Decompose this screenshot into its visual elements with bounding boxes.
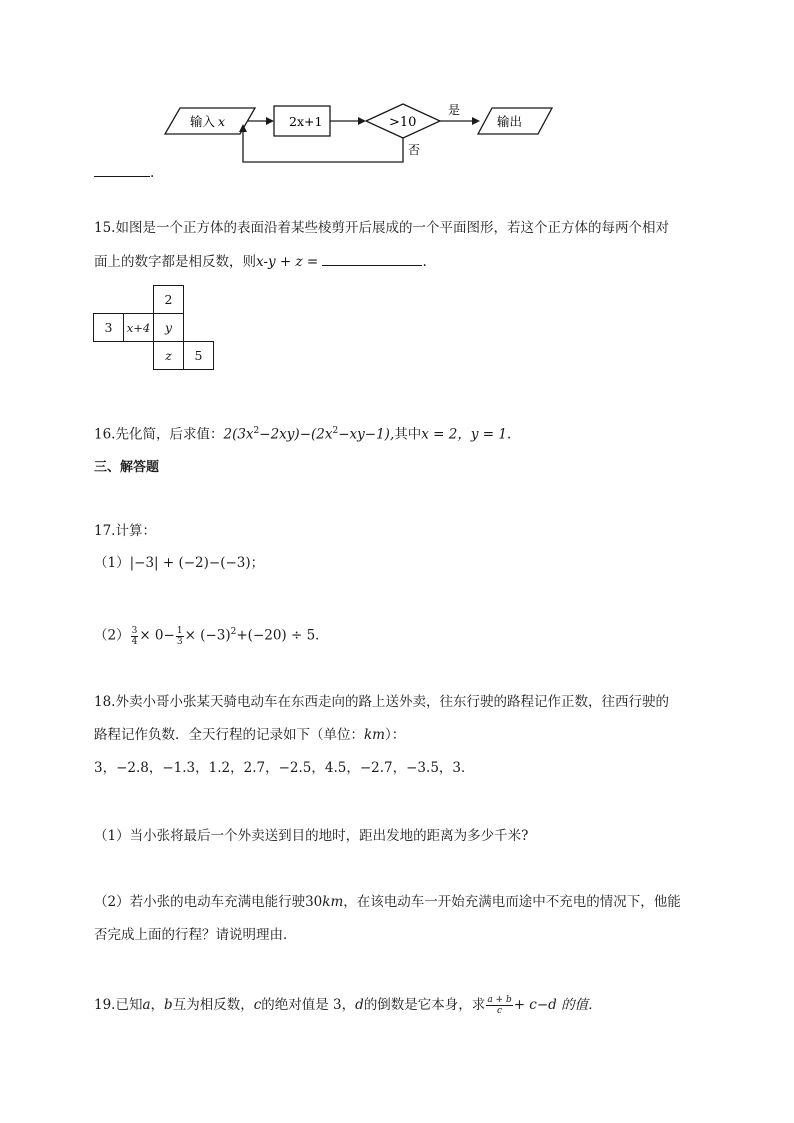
q16-line [94,421,511,445]
q19-text-3: 的倒数是它本身，求 [363,997,486,1013]
q16-sup-a: 2 [253,426,260,436]
q19-text-2: 的绝对值是 3， [261,997,356,1013]
q16-sup-b: 2 [332,426,339,436]
q18-sub2-line1 [94,892,681,912]
q17-part2-mid1: × 0− [139,627,175,644]
flow-step-label: 2x+1 [289,114,323,129]
q15-line2 [94,251,427,272]
q19-frac-den: c [496,1006,503,1016]
flow-arrowhead-yes [472,117,480,125]
q16-expr-b: −2xy)−(2x [259,426,333,443]
q19-fraction [486,995,512,1016]
q16-expr-c: −xy−1), [338,426,395,443]
q17-title: 17.计算： [94,523,156,539]
q17-fraction-1 [131,626,139,647]
q17-f2-den: 3 [176,636,183,647]
net-cell-bottom: z [154,342,184,370]
net-cell-left: 3 [94,314,124,342]
q15-expression: x-y + z = [256,254,319,270]
net-cell-bottom-right: 5 [184,342,214,370]
q19-text-4: + c−d 的值． [513,997,602,1013]
q19-line [94,995,602,1016]
q16-expr-a: 2(3x [223,426,254,443]
net-cell-top: 2 [154,286,184,314]
q19-var-d: d [355,997,364,1013]
section-heading: 三、解答题 [94,460,160,475]
q18-line2-text: 路程记作负数．全天行程的记录如下（单位： [94,727,364,743]
q16-prefix: 16.先化简，后求值： [94,426,224,443]
q17-part2-prefix: （2） [94,627,130,644]
q18-unit: km [364,727,385,743]
q17-f2-num: 1 [176,625,183,636]
q15-line1: 15.如图是一个正方体的表面沿着某些棱剪开后展成的一个平面图形，若这个正方体的每两个相对 [94,220,669,236]
q17-fraction-2 [176,626,184,647]
q14-answer-line [94,162,154,183]
flow-output-label: 输出 [497,114,523,129]
q18-records: 3，−2.8，−1.3，1.2，2.7，−2.5，4.5，−2.7，−3.5，3． [94,760,475,776]
cube-net [93,285,214,370]
q18-line2-end: ）： [384,727,406,743]
flow-yes-label: 是 [448,103,461,117]
q18-sub1: （1）当小张将最后一个外卖送到目的地时，距出发地的距离为多少千米? [94,828,529,844]
q19-prefix: 19.已知 [94,997,143,1013]
q17-part1: （1）|−3| + (−2)−(−3)； [94,555,265,571]
flow-loop-line [243,130,403,162]
q19-text-1: 互为相反数， [172,997,254,1013]
q18-sub2-line2: 否完成上面的行程？请说明理由． [94,927,297,943]
q19-var-b: b [164,997,173,1013]
q14-blank [94,162,150,177]
flow-arrowhead-1 [266,117,274,125]
q17-part2-sup: 2 [230,627,237,637]
q15-period: . [422,254,427,270]
q17-f1-num: 3 [131,625,138,636]
q18-sub2-post: ，在该电动车一开始充满电而途中不充电的情况下，他能 [343,894,681,910]
net-cell-center: y [154,314,184,342]
q18-sub2-pre: （2）若小张的电动车充满电能行驶30 [94,894,323,910]
flow-input-label: 输入 x [190,114,226,129]
q15-line2-text: 面上的数字都是相反数，则 [94,254,256,270]
q19-comma: ， [150,997,165,1013]
q17-part2-mid2: × (−3) [184,627,231,644]
net-cell-middle-left: x+4 [124,314,154,342]
q17-part2-end: +(−20) ÷ 5． [236,627,329,644]
flowchart [160,96,560,166]
q15-blank [322,251,422,266]
flow-no-label: 否 [408,143,421,157]
q14-period: . [150,165,155,181]
q19-var-c: c [253,997,262,1013]
flow-decision-label: >10 [389,115,417,130]
q18-sub2-unit: km [322,894,344,910]
q16-condition: x = 2，y = 1. [421,426,512,443]
q17-f1-den: 4 [131,636,138,647]
q19-frac-num: a + b [487,995,512,1005]
q16-mid: 其中 [394,426,422,443]
q18-line1: 18.外卖小哥小张某天骑电动车在东西走向的路上送外卖，往东行驶的路程记作正数，往西行驶的 [94,694,669,710]
q17-part2 [94,622,329,647]
q18-line2 [94,725,405,745]
q19-var-a: a [142,997,151,1013]
